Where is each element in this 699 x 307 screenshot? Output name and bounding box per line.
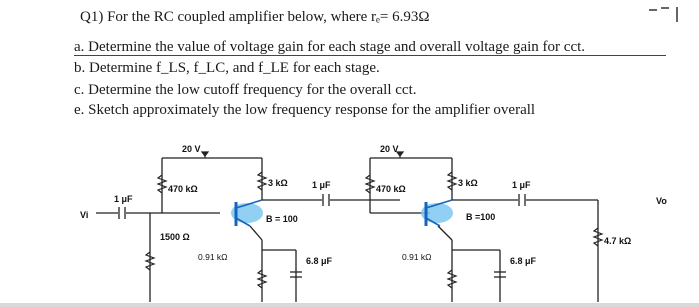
cin-label: 1 μF: [114, 194, 133, 204]
re2-label: 0.91 kΩ: [402, 252, 432, 262]
beta1-label: B = 100: [266, 214, 298, 224]
underline-rule: [74, 55, 666, 56]
rb1-label: 470 kΩ: [168, 184, 198, 194]
vi-label: Vi: [80, 210, 89, 220]
question-part-c: c. Determine the low cutoff frequency for the overall cct.: [74, 82, 417, 98]
rc1-label: 3 kΩ: [268, 178, 288, 188]
rs-label: 1500 Ω: [160, 232, 190, 242]
question-part-a: a. Determine the value of voltage gain for each stage and overall voltage gain for cct.: [74, 39, 586, 55]
beta2-label: B =100: [466, 212, 496, 222]
amplifier-circuit-diagram: [0, 130, 699, 307]
question-part-b: b. Determine f_LS, f_LC, and f_LE for each stage.: [74, 60, 380, 76]
rc2-label: 3 kΩ: [458, 178, 478, 188]
transistor-q1-icon: [231, 200, 263, 226]
vcc1-label: 20 V: [182, 144, 201, 154]
cc-out-label: 1 μF: [512, 180, 531, 190]
vcc2-label: 20 V: [380, 144, 399, 154]
question-part-e: e. Sketch approximately the low frequency response for the amplifier overall: [74, 102, 536, 118]
question-title: Q1) For the RC coupled amplifier below, where rₑ= 6.93Ω: [80, 9, 430, 25]
ce1-label: 6.8 μF: [306, 256, 333, 266]
cc-mid-label: 1 μF: [312, 180, 331, 190]
corner-mark-icon: [647, 6, 683, 24]
transistor-q2-icon: [421, 200, 453, 226]
rl-label: 4.7 kΩ: [604, 236, 632, 246]
rb2-label: 470 kΩ: [376, 184, 406, 194]
re1-label: 0.91 kΩ: [198, 252, 228, 262]
vo-label: Vo: [656, 196, 667, 206]
bottom-divider: [0, 303, 699, 307]
ce2-label: 6.8 μF: [510, 256, 537, 266]
